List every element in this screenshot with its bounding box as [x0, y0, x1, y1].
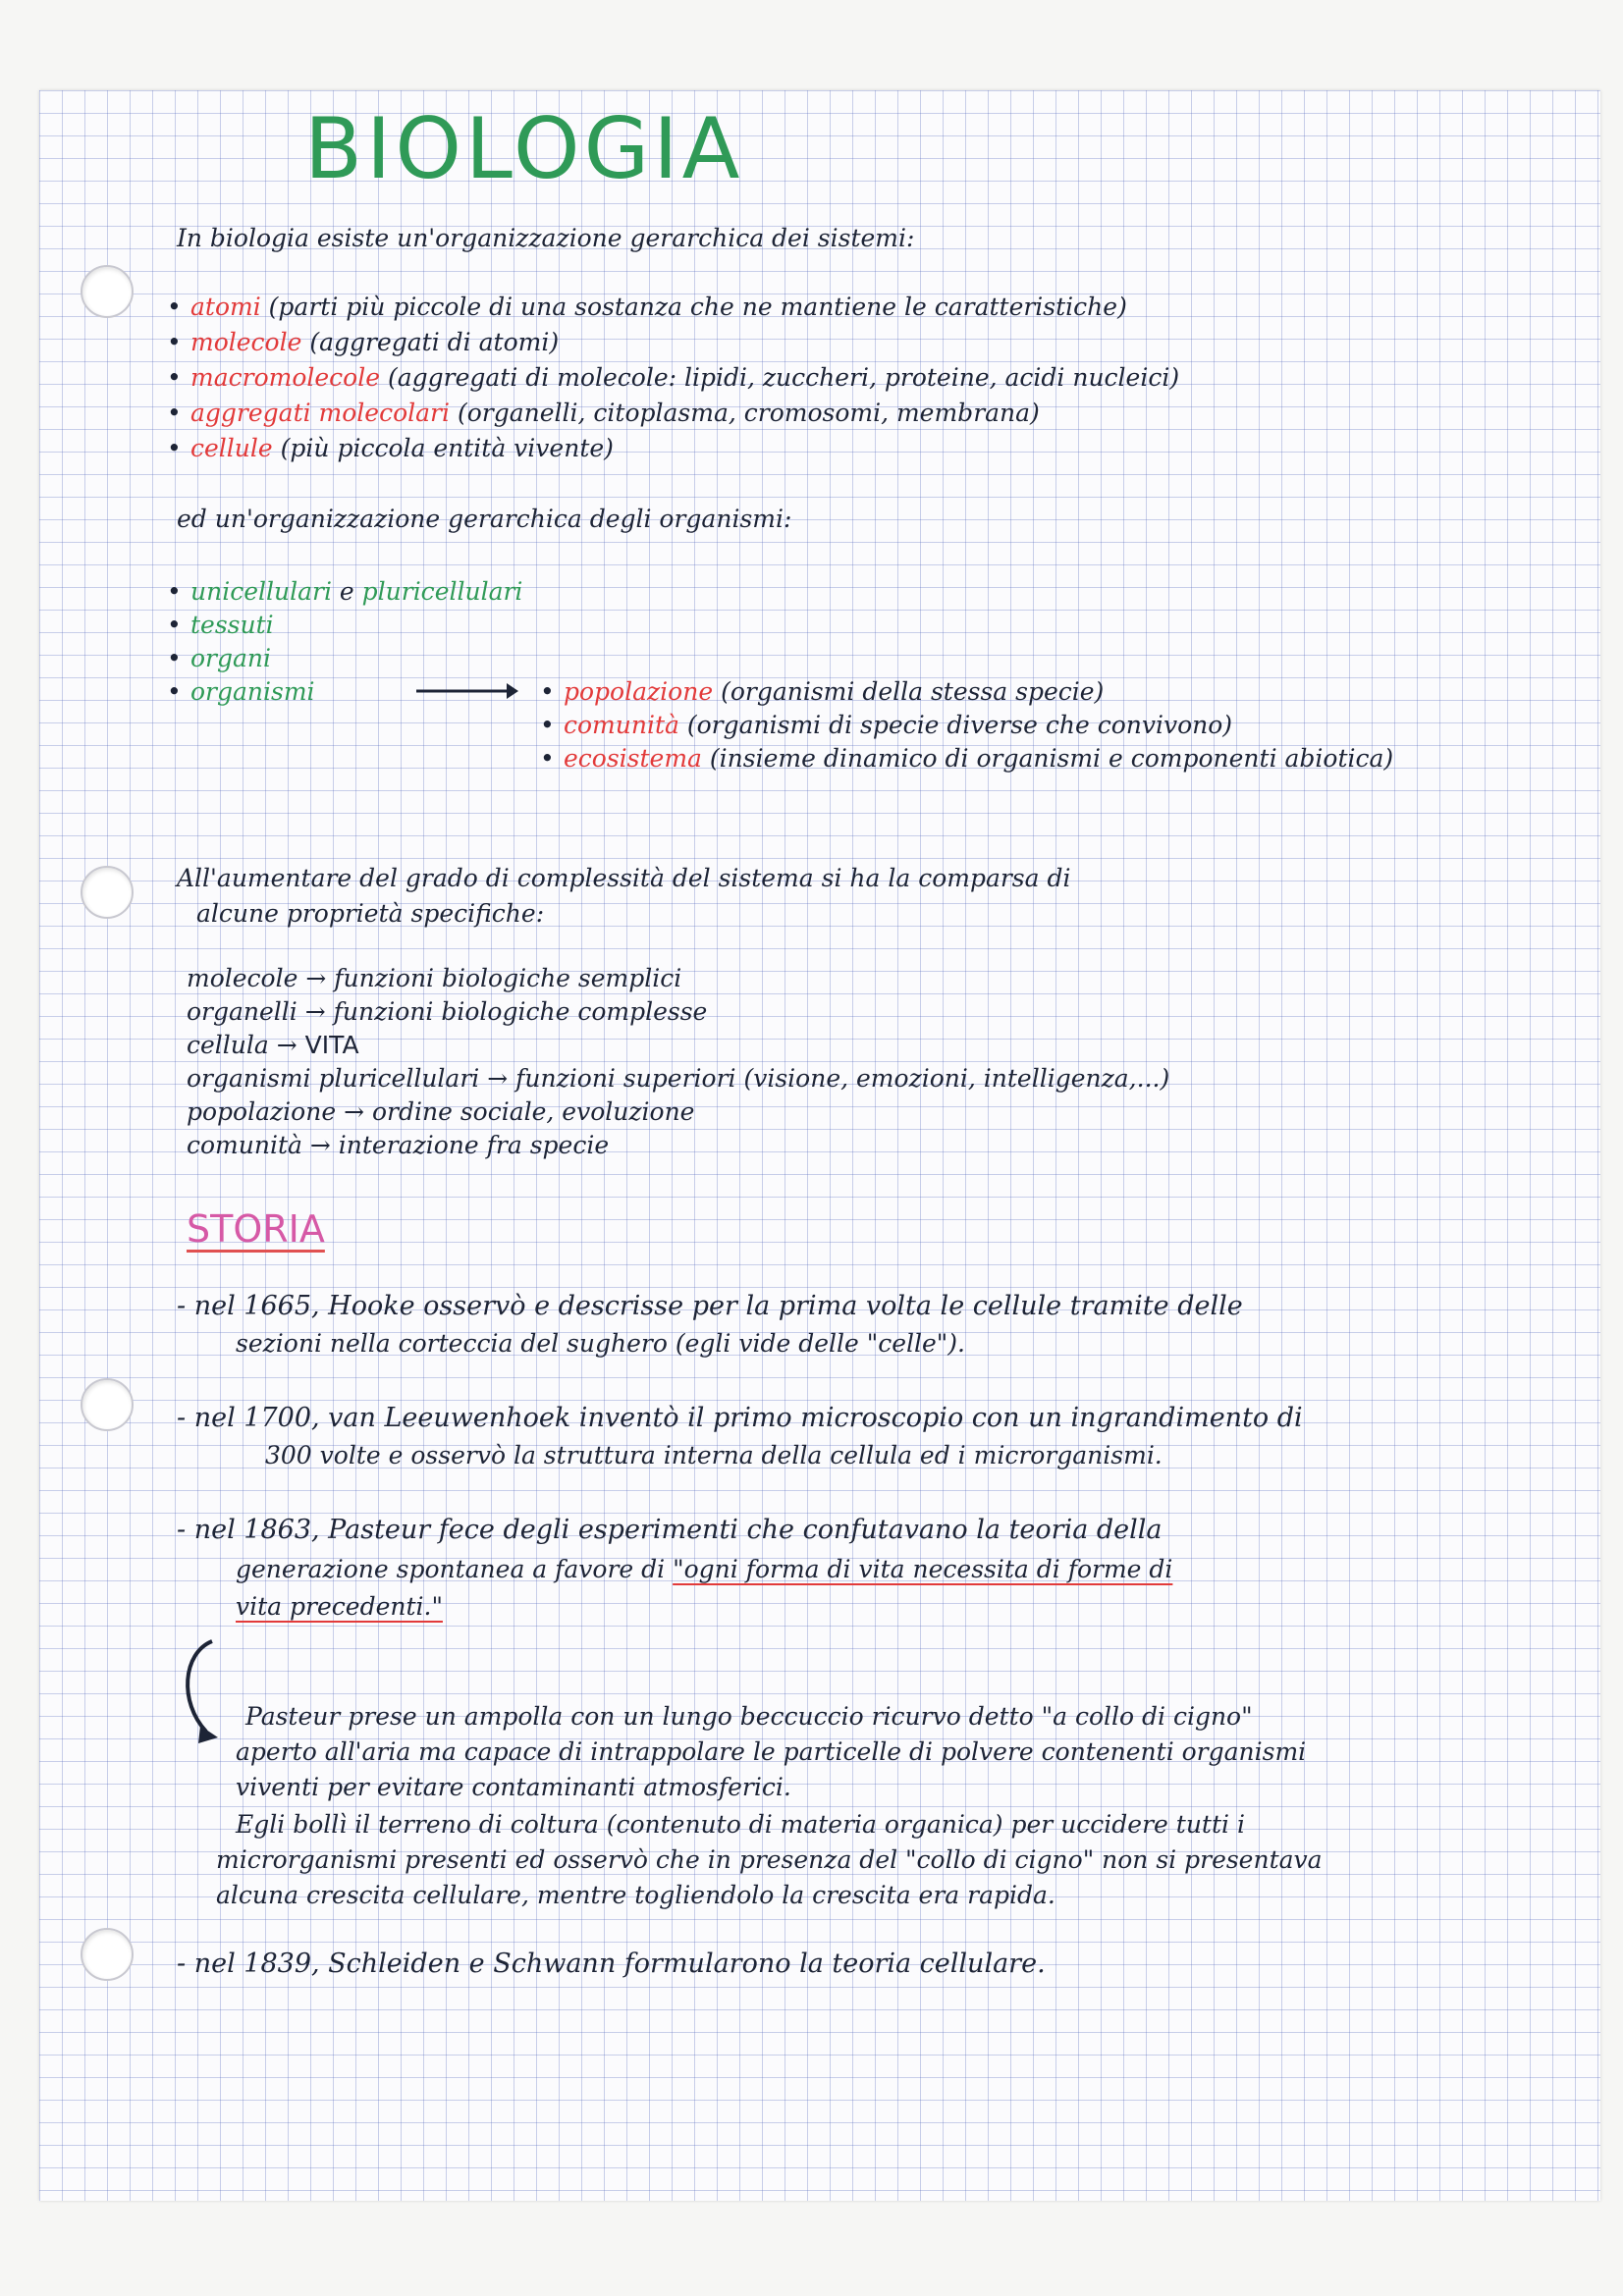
pasteur-text: viventi per evitare contaminanti atmosferici. [236, 1773, 791, 1801]
intro-text: In biologia esiste un'organizzazione gerarchica dei sistemi: [177, 224, 915, 252]
property-row: organismi pluricellulari → funzioni superiori (visione, emozioni, intelligenza,...) [187, 1064, 1170, 1093]
page-title: BIOLOGIA [304, 100, 744, 198]
list-item: • macromolecole (aggregati di molecole: lipidi, zuccheri, proteine, acidi nucleici) [167, 363, 1180, 392]
list-item: • tessuti [167, 611, 274, 639]
history-entry: - nel 1700, van Leeuwenhoek inventò il primo microscopio con un ingrandimento di [177, 1403, 1303, 1433]
complexity-text: alcune proprietà specifiche: [196, 899, 545, 928]
notebook-page [39, 90, 1600, 2201]
complexity-text: All'aumentare del grado di complessità del sistema si ha la comparsa di [177, 864, 1071, 892]
binder-hole [81, 866, 134, 919]
property-row: popolazione → ordine sociale, evoluzione [187, 1097, 695, 1126]
pasteur-text: microrganismi presenti ed osservò che in presenza del "collo di cigno" non si presentava [216, 1845, 1323, 1874]
list-item: • organi [167, 644, 272, 672]
section-heading-storia: STORIA [187, 1207, 325, 1251]
pasteur-text: alcuna crescita cellulare, mentre togliendolo la crescita era rapida. [216, 1881, 1055, 1909]
list-item: • cellule (più piccola entità vivente) [167, 434, 614, 462]
list-item: • aggregati molecolari (organelli, citoplasma, cromosomi, membrana) [167, 399, 1040, 427]
list-item: • molecole (aggregati di atomi) [167, 328, 560, 356]
history-entry: 300 volte e osservò la struttura interna della cellula ed i microrganismi. [265, 1441, 1163, 1469]
pasteur-text: Pasteur prese un ampolla con un lungo beccuccio ricurvo detto "a collo di cigno" [245, 1702, 1253, 1731]
property-row: molecole → funzioni biologiche semplici [187, 964, 682, 992]
ecology-item: • comunità (organismi di specie diverse che convivono) [540, 711, 1233, 739]
ecology-item: • popolazione (organismi della stessa specie) [540, 677, 1105, 706]
list-item: • unicellulari e pluricellulari [167, 577, 523, 606]
organisms-intro: ed un'organizzazione gerarchica degli organismi: [177, 505, 792, 533]
property-row: comunità → interazione fra specie [187, 1131, 610, 1159]
curved-arrow-icon [173, 1633, 242, 1751]
pasteur-text: aperto all'aria ma capace di intrappolare le particelle di polvere contenenti organismi [236, 1737, 1307, 1766]
history-entry: generazione spontanea a favore di "ogni forma di vita necessita di forme di [236, 1555, 1173, 1583]
binder-hole [81, 265, 134, 318]
arrow-icon [412, 679, 520, 703]
history-entry: - nel 1839, Schleiden e Schwann formularono la teoria cellulare. [177, 1949, 1046, 1979]
binder-hole [81, 1928, 134, 1981]
pasteur-text: Egli bollì il terreno di coltura (contenuto di materia organica) per uccidere tutti i [236, 1810, 1245, 1839]
history-entry: vita precedenti." [236, 1592, 443, 1621]
ecology-item: • ecosistema (insieme dinamico di organismi e componenti abiotica) [540, 744, 1394, 773]
property-row: organelli → funzioni biologiche complesse [187, 997, 708, 1026]
property-row: cellula → VITA [187, 1031, 359, 1059]
history-entry: - nel 1665, Hooke osservò e descrisse per la prima volta le cellule tramite delle [177, 1291, 1243, 1321]
list-item: • atomi (parti più piccole di una sostanza che ne mantiene le caratteristiche) [167, 293, 1127, 321]
binder-hole [81, 1378, 134, 1431]
history-entry: - nel 1863, Pasteur fece degli esperimenti che confutavano la teoria della [177, 1515, 1163, 1545]
history-entry: sezioni nella corteccia del sughero (egli vide delle "celle"). [236, 1329, 966, 1358]
list-item: • organismi [167, 677, 315, 706]
